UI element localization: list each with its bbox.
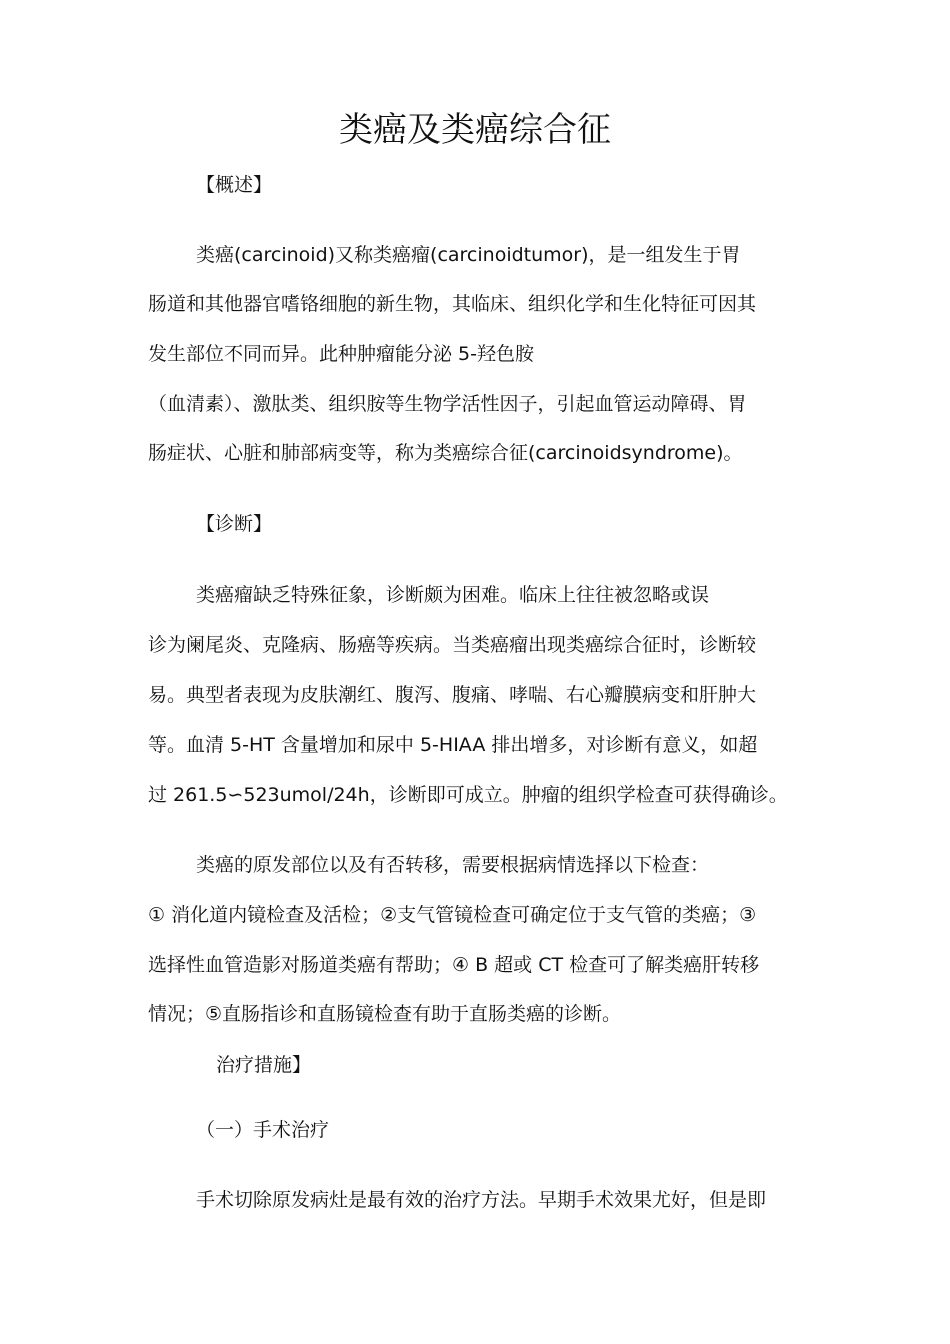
diagnosis-line: 等。血清 5-HT 含量增加和尿中 5-HIAA 排出增多，对诊断有意义，如超 — [148, 734, 758, 756]
overview-line: （血清素）、激肽类、组织胺等生物学活性因子，引起血管运动障碍、胃 — [148, 393, 747, 415]
diagnosis-line: 类癌瘤缺乏特殊征象，诊断颇为困难。临床上往往被忽略或误 — [196, 584, 710, 606]
exam-line: 情况；⑤直肠指诊和直肠镜检查有助于直肠类癌的诊断。 — [148, 1003, 622, 1025]
diagnosis-line: 易。典型者表现为皮肤潮红、腹泻、腹痛、哮喘、右心瓣膜病变和肝肿大 — [148, 684, 757, 706]
diagnosis-line: 诊为阑尾炎、克隆病、肠癌等疾病。当类癌瘤出现类癌综合征时，诊断较 — [148, 634, 757, 656]
surgery-line: 手术切除原发病灶是最有效的治疗方法。早期手术效果尤好，但是即 — [196, 1189, 767, 1211]
overview-line: 发生部位不同而异。此种肿瘤能分泌 5-羟色胺 — [148, 343, 534, 365]
overview-line: 类癌(carcinoid)又称类癌瘤(carcinoidtumor)，是一组发生于胃 — [196, 244, 741, 266]
overview-heading: 【概述】 — [196, 174, 273, 196]
exam-line: 选择性血管造影对肠道类癌有帮助；④ B 超或 CT 检查可了解类癌肝转移 — [148, 954, 760, 976]
diagnosis-heading: 【诊断】 — [196, 513, 273, 535]
surgery-heading: （一）手术治疗 — [196, 1119, 330, 1141]
document-title: 类癌及类癌综合征 — [339, 110, 611, 150]
exam-line: ① 消化道内镜检查及活检；②支气管镜检查可确定位于支气管的类癌；③ — [148, 904, 757, 926]
diagnosis-line: 过 261.5∽523umol/24h，诊断即可成立。肿瘤的组织学检查可获得确诊。 — [148, 784, 788, 806]
overview-line: 肠道和其他器官嗜铬细胞的新生物，其临床、组织化学和生化特征可因其 — [148, 293, 757, 315]
overview-line: 肠症状、心脏和肺部病变等，称为类癌综合征(carcinoidsyndrome)。 — [148, 442, 743, 464]
exam-line: 类癌的原发部位以及有否转移，需要根据病情选择以下检查： — [196, 854, 710, 876]
treatment-heading: 治疗措施】 — [216, 1054, 312, 1076]
